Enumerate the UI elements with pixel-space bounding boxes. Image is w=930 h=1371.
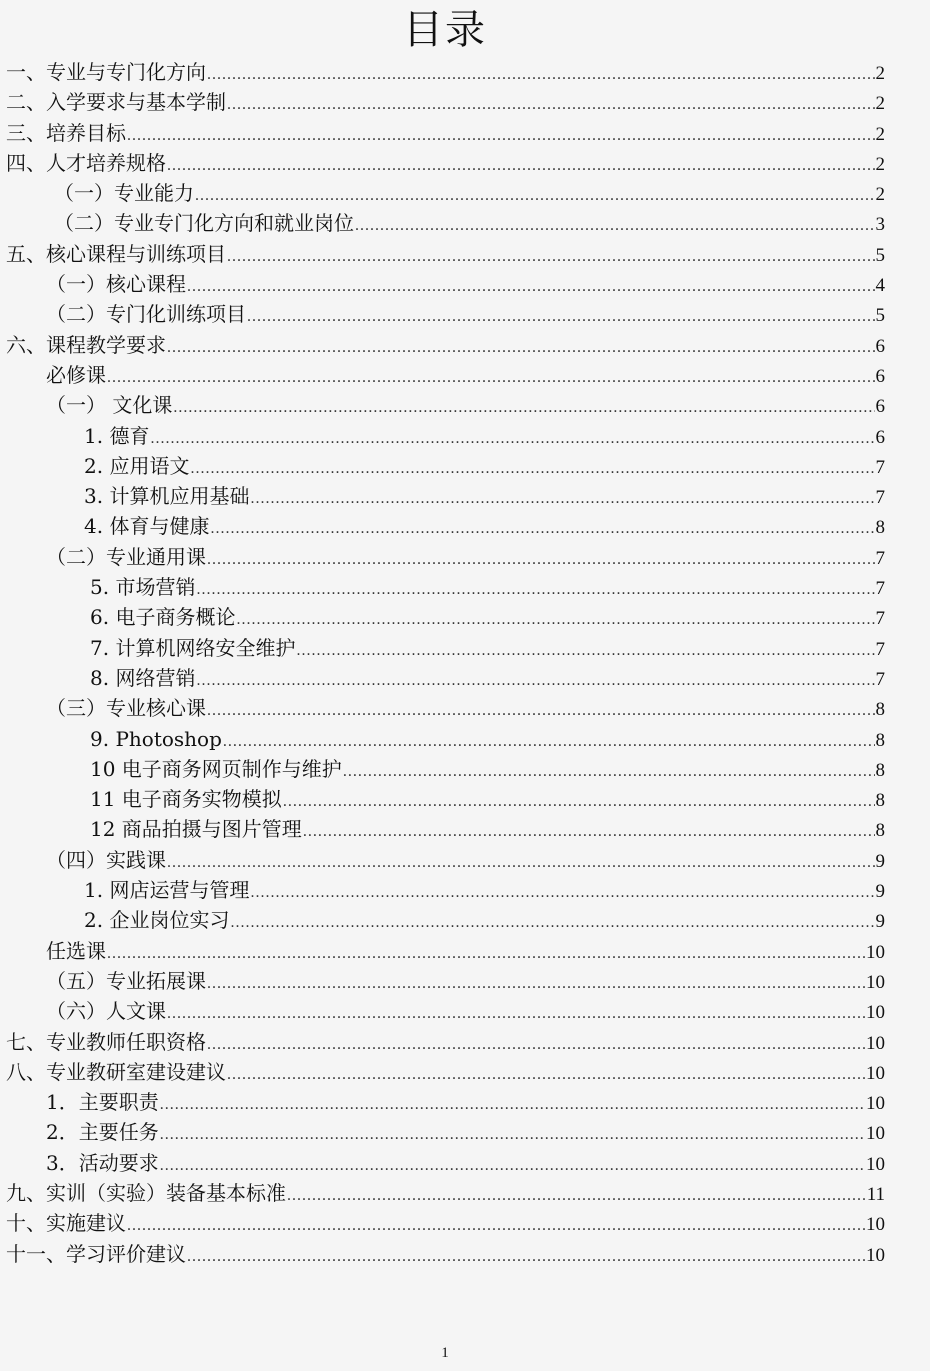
toc-entry-label: 九、实训（实验）装备基本标准 <box>6 1180 286 1205</box>
toc-leader-dots <box>227 242 875 272</box>
toc-entry-label: 10 电子商务网页制作与维护 <box>90 756 342 781</box>
toc-entry[interactable] <box>6 1117 885 1147</box>
toc-entry[interactable] <box>6 330 885 360</box>
toc-leader-dots <box>343 757 875 787</box>
toc-leader-dots <box>160 1120 865 1150</box>
toc-entry-page: 3 <box>875 214 885 236</box>
toc-entry[interactable] <box>6 148 885 178</box>
toc-entry-page: 6 <box>875 335 885 357</box>
toc-leader-dots <box>190 454 874 484</box>
toc-entry-label: （二）专业通用课 <box>46 544 206 569</box>
toc-entry-page: 8 <box>875 820 885 842</box>
toc-entry-label: 四、人才培养规格 <box>6 150 166 175</box>
toc-entry[interactable] <box>6 905 885 935</box>
toc-entry[interactable] <box>6 1178 885 1208</box>
toc-entry[interactable] <box>6 814 885 844</box>
toc-entry[interactable] <box>6 481 885 511</box>
toc-leader-dots <box>127 1211 865 1241</box>
toc-entry-page: 8 <box>875 729 885 751</box>
toc-entry-label: （一）专业能力 <box>54 181 194 206</box>
toc-entry[interactable] <box>6 360 885 390</box>
toc-entry[interactable] <box>6 208 885 238</box>
toc-entry[interactable] <box>6 451 885 481</box>
toc-leader-dots <box>247 302 875 332</box>
toc-entry-page: 9 <box>875 881 885 903</box>
toc-entry[interactable] <box>6 1087 885 1117</box>
toc-leader-dots <box>207 1030 865 1060</box>
toc-entry-page: 8 <box>875 699 885 721</box>
toc-leader-dots <box>167 151 875 181</box>
toc-leader-dots <box>223 727 875 757</box>
toc-leader-dots <box>187 1242 865 1272</box>
toc-entry-page: 10 <box>866 971 885 993</box>
toc-leader-dots <box>250 878 874 908</box>
toc-entry[interactable] <box>6 269 885 299</box>
toc-leader-dots <box>196 575 874 605</box>
toc-entry[interactable] <box>6 996 885 1026</box>
toc-entry-page: 6 <box>875 396 885 418</box>
toc-leader-dots <box>207 696 875 726</box>
toc-leader-dots <box>167 848 875 878</box>
toc-entry-page: 10 <box>866 941 885 963</box>
toc-entry[interactable] <box>6 784 885 814</box>
toc-entry-page: 7 <box>875 487 885 509</box>
toc-leader-dots <box>227 90 875 120</box>
toc-entry[interactable] <box>6 602 885 632</box>
toc-entry-label: 1. 德育 <box>84 423 150 448</box>
toc-entry-label: 12 商品拍摄与图片管理 <box>90 817 302 842</box>
toc-entry-label: 三、培养目标 <box>6 120 126 145</box>
toc-entry-page: 7 <box>875 578 885 600</box>
toc-entry[interactable] <box>6 542 885 572</box>
toc-entry-page: 2 <box>875 63 885 84</box>
toc-leader-dots <box>207 969 865 999</box>
toc-entry-label: （四）实践课 <box>46 847 166 872</box>
toc-leader-dots <box>236 605 874 635</box>
toc-entry-label: 2. 应用语文 <box>84 453 190 478</box>
toc-entry-page: 5 <box>875 305 885 327</box>
toc-entry[interactable] <box>6 572 885 602</box>
toc-entry[interactable] <box>6 1027 885 1057</box>
toc-entry-page: 10 <box>866 1002 885 1024</box>
toc-entry[interactable] <box>6 1239 885 1269</box>
toc-entry-label: 2．主要任务 <box>46 1120 159 1145</box>
toc-entry-label: 十一、学习评价建议 <box>6 1241 186 1266</box>
toc-entry-label: 5. 市场营销 <box>90 575 196 600</box>
toc-entry-page: 10 <box>866 1093 885 1115</box>
toc-entry[interactable] <box>6 421 885 451</box>
toc-entry-page: 10 <box>866 1062 885 1084</box>
toc-leader-dots <box>210 514 874 544</box>
toc-leader-dots <box>150 424 874 454</box>
toc-entry-label: 4. 体育与健康 <box>84 514 210 539</box>
toc-entry-page: 8 <box>875 759 885 781</box>
toc-entry-label: 6. 电子商务概论 <box>90 605 236 630</box>
toc-leader-dots <box>160 1151 865 1181</box>
toc-title: 目录 <box>403 7 487 53</box>
toc-entry[interactable] <box>6 118 885 148</box>
toc-entry-page: 2 <box>875 123 885 145</box>
toc-entry[interactable] <box>6 87 885 117</box>
toc-entry[interactable] <box>6 239 885 269</box>
toc-leader-dots <box>230 908 874 938</box>
toc-entry-label: 9. Photoshop <box>90 726 222 751</box>
toc-entry[interactable] <box>6 724 885 754</box>
toc-entry[interactable] <box>6 390 885 420</box>
toc-leader-dots <box>107 939 865 969</box>
toc-entry[interactable] <box>6 936 885 966</box>
toc-leader-dots <box>303 817 875 847</box>
toc-entry-label: （一）核心课程 <box>46 272 186 297</box>
toc-entry[interactable] <box>6 57 885 87</box>
toc-leader-dots <box>160 1090 865 1120</box>
toc-entry-page: 10 <box>866 1153 885 1175</box>
toc-entry-label: 任选课 <box>46 938 106 963</box>
toc-entry[interactable] <box>6 966 885 996</box>
toc-entry[interactable] <box>6 663 885 693</box>
toc-entry-label: （六）人文课 <box>46 999 166 1024</box>
toc-entry-page: 7 <box>875 668 885 690</box>
toc-entry[interactable] <box>6 299 885 329</box>
toc-leader-dots <box>195 181 875 211</box>
toc-entry-label: 一、专业与专门化方向 <box>6 60 206 84</box>
toc-leader-dots <box>250 484 874 514</box>
toc-entry[interactable] <box>6 1148 885 1178</box>
toc-entry[interactable] <box>6 754 885 784</box>
toc-entry-label: 1. 网店运营与管理 <box>84 878 250 903</box>
toc-entry-page: 7 <box>875 638 885 660</box>
toc-entry[interactable] <box>6 1208 885 1238</box>
toc-leader-dots <box>355 211 875 241</box>
toc-entry-label: 11 电子商务实物模拟 <box>90 787 282 812</box>
toc-entry[interactable] <box>6 633 885 663</box>
toc-entry-page: 2 <box>875 153 885 175</box>
toc-leader-dots <box>196 666 874 696</box>
toc-entry-page: 7 <box>875 547 885 569</box>
toc-leader-dots <box>207 545 875 575</box>
toc-entry-page: 2 <box>875 93 885 115</box>
toc-leader-dots <box>207 60 875 90</box>
toc-leader-dots <box>296 636 874 666</box>
toc-leader-dots <box>173 393 874 423</box>
toc-entry-page: 10 <box>866 1032 885 1054</box>
toc-entry-page: 4 <box>875 275 885 297</box>
toc-entry-label: （一） 文化课 <box>46 393 173 418</box>
toc-entry-page: 7 <box>875 608 885 630</box>
toc-leader-dots <box>287 1181 866 1211</box>
toc-entry-page: 8 <box>875 790 885 812</box>
toc-leader-dots <box>167 999 865 1029</box>
toc-entry-label: 3．活动要求 <box>46 1150 159 1175</box>
toc-entry[interactable] <box>6 1057 885 1087</box>
toc-entry-label: 六、课程教学要求 <box>6 332 166 357</box>
toc-entry[interactable] <box>6 178 885 208</box>
toc-leader-dots <box>167 333 875 363</box>
toc-leader-dots <box>127 121 875 151</box>
toc-entry-label: 二、入学要求与基本学制 <box>6 90 226 115</box>
toc-entry-label: （五）专业拓展课 <box>46 968 206 993</box>
toc-entry[interactable] <box>6 845 885 875</box>
toc-entry-page: 10 <box>866 1244 885 1266</box>
toc-entry-label: 1．主要职责 <box>46 1090 159 1115</box>
toc-entry-label: 8. 网络营销 <box>90 665 196 690</box>
toc-leader-dots <box>227 1060 865 1090</box>
toc-entry-label: 必修课 <box>46 362 106 387</box>
toc-entry-page: 10 <box>866 1123 885 1145</box>
toc-entry-label: 7. 计算机网络安全维护 <box>90 635 296 660</box>
toc-entry[interactable] <box>6 693 885 723</box>
toc-entry[interactable] <box>6 875 885 905</box>
toc-entry-page: 10 <box>866 1214 885 1236</box>
toc-entry-label: 2. 企业岗位实习 <box>84 908 230 933</box>
toc-entry-page: 9 <box>875 850 885 872</box>
toc-entry-page: 8 <box>875 517 885 539</box>
toc-entry-label: 五、核心课程与训练项目 <box>6 241 226 266</box>
toc-entry-page: 2 <box>875 184 885 206</box>
toc-entry-page: 7 <box>875 456 885 478</box>
toc-leader-dots <box>283 787 875 817</box>
toc-entry-label: 3. 计算机应用基础 <box>84 484 250 509</box>
toc-entry-page: 11 <box>866 1183 885 1205</box>
table-of-contents <box>6 57 885 1269</box>
toc-entry-label: （二）专业专门化方向和就业岗位 <box>54 211 354 236</box>
toc-entry-page: 5 <box>875 244 885 266</box>
toc-entry-label: 八、专业教研室建设建议 <box>6 1059 226 1084</box>
toc-entry-page: 6 <box>875 426 885 448</box>
toc-entry-label: （二）专门化训练项目 <box>46 302 246 327</box>
toc-leader-dots <box>187 272 875 302</box>
toc-entry-label: 七、专业教师任职资格 <box>6 1029 206 1054</box>
toc-leader-dots <box>107 363 875 393</box>
toc-entry-page: 6 <box>875 365 885 387</box>
toc-entry-label: 十、实施建议 <box>6 1211 126 1236</box>
toc-entry[interactable] <box>6 511 885 541</box>
toc-entry-page: 9 <box>875 911 885 933</box>
toc-entry-label: （三）专业核心课 <box>46 696 206 721</box>
page-number: 1 <box>441 1345 449 1361</box>
